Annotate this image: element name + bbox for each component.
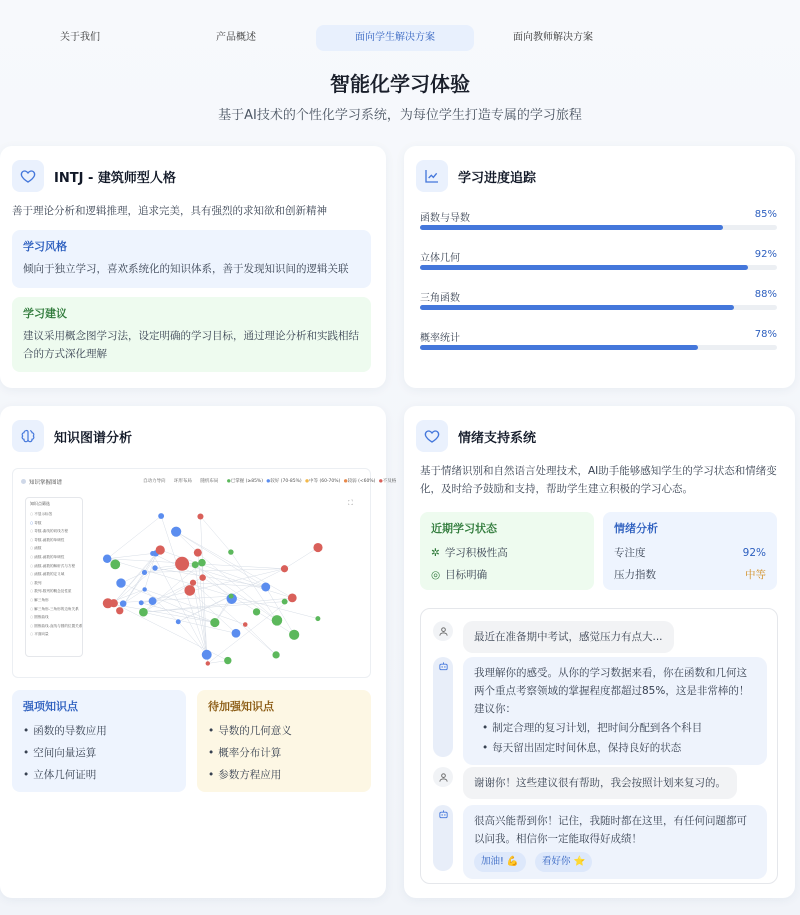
graph-node[interactable] (152, 565, 157, 570)
chat-window (420, 608, 778, 884)
graph-edge (200, 517, 230, 553)
graph-node[interactable] (192, 561, 199, 568)
graph-edge (245, 625, 276, 655)
analysis-value: 92% (742, 547, 766, 559)
progress-percent: 78% (754, 329, 777, 340)
recent-status-title: 近期学习状态 (431, 522, 497, 535)
progress-row (420, 289, 777, 304)
graph-node[interactable] (253, 608, 260, 615)
filter-option[interactable]: ○ 解三角形 (30, 597, 49, 602)
progress-bar-fill (420, 265, 748, 270)
graph-node[interactable] (103, 598, 113, 608)
weak-points-title: 待加强知识点 (208, 700, 274, 713)
graph-node[interactable] (282, 599, 288, 605)
progress-title: 学习进度追踪 (458, 170, 537, 186)
learning-advice-title: 学习建议 (23, 307, 67, 320)
filter-option[interactable]: ○ 解三角形-三角形的边角关系 (30, 606, 79, 611)
chat-bubble: 很高兴能帮到你！记住，我随时都在这里，有任何问题都可以问我。相信你一定能取得好成绩！ 加油! 💪 看好你 ⭐ (463, 805, 767, 879)
graph-edge (143, 602, 284, 613)
progress-row (420, 249, 777, 264)
chat-message-user (433, 621, 767, 647)
learning-advice-text: 建议采用概念图学习法，设定明确的学习目标，通过理论分析和实践相结合的方式深化理解 (23, 330, 359, 360)
graph-edge (208, 598, 292, 664)
graph-node[interactable] (199, 574, 205, 580)
reaction-tag[interactable]: 加油! 💪 (474, 852, 526, 872)
graph-node[interactable] (198, 559, 206, 567)
graph-node[interactable] (176, 619, 181, 624)
graph-node[interactable] (142, 587, 146, 591)
graph-node[interactable] (315, 616, 320, 621)
personality-title: INTJ - 建筑师型人格 (54, 170, 176, 186)
bot-avatar-icon (433, 805, 453, 871)
heart-icon (12, 160, 44, 192)
graph-node[interactable] (202, 650, 212, 660)
brain-icon (12, 420, 44, 452)
graph-expand-icon[interactable]: ⛶ (348, 499, 353, 507)
graph-node[interactable] (194, 549, 202, 557)
graph-node[interactable] (272, 615, 283, 626)
progress-bar-fill (420, 305, 734, 310)
weak-points-box (197, 690, 371, 792)
strong-point-item: • 空间向量运算 (23, 742, 175, 764)
strong-points-box (12, 690, 186, 792)
graph-edge (176, 532, 266, 587)
personality-description: 善于理论分析和逻辑推理，追求完美，具有强烈的求知欲和创新精神 (12, 205, 327, 217)
legend-item: 已掌握 (≥85%) (230, 479, 263, 484)
hero-subtitle: 基于AI技术的个性化学习系统，为每位学生打造专属的学习旅程 (218, 108, 582, 123)
analysis-row: 专注度 92% (614, 542, 766, 564)
graph-title: 知识掌握图谱 (21, 478, 62, 486)
graph-node[interactable] (116, 607, 123, 614)
learning-advice-box (12, 297, 371, 372)
graph-control-random[interactable]: 随机布局 (200, 479, 219, 484)
heart-icon (416, 420, 448, 452)
reaction-tag[interactable]: 看好你 ⭐ (535, 852, 592, 872)
filter-option[interactable]: ○ 导数-曲线的切线方程 (30, 529, 68, 534)
chat-message-user (433, 767, 767, 793)
graph-node[interactable] (103, 554, 111, 562)
strong-point-item: • 立体几何证明 (23, 764, 175, 786)
filter-option[interactable]: ○ 平面向量 (30, 632, 49, 637)
weak-point-item: • 参数方程应用 (208, 764, 360, 786)
hero-title: 智能化学习体验 (330, 72, 470, 96)
graph-node[interactable] (116, 578, 125, 587)
graph-node[interactable] (150, 551, 155, 556)
graph-node[interactable] (229, 594, 234, 599)
graph-node[interactable] (175, 557, 189, 571)
filter-title: 知识点筛选 (30, 501, 50, 506)
graph-node[interactable] (272, 651, 279, 658)
graph-edge (285, 548, 318, 569)
graph-node[interactable] (142, 570, 147, 575)
graph-controls: 自动力导向 环形布局 随机布局 ●已掌握 (≥85%) ●较好 (70-85%) ●中等 (60-70%) ●较弱 (<60%) ●不及格 (143, 479, 397, 484)
sparkle-icon: ✲ (431, 547, 440, 559)
filter-option[interactable]: ○ 导数-函数的单调性 (30, 537, 65, 542)
graph-node[interactable] (261, 583, 270, 592)
graph-node[interactable] (149, 597, 157, 605)
nav-tab-teachers[interactable]: 面向教师解决方案 (513, 32, 593, 43)
filter-option[interactable]: ○ 圆锥曲线 (30, 615, 49, 620)
user-avatar-icon (433, 767, 453, 787)
graph-edge (195, 565, 231, 599)
emotion-description: 基于情绪识别和自然语言处理技术，AI助手能够感知学生的学习状态和情绪变化，及时给予鼓励和支持，帮助学生建立积极的学习心态。 (420, 465, 777, 495)
filter-option[interactable]: ○ 函数-函数的定义域 (30, 572, 65, 577)
filter-option[interactable]: ○ 函数-函数的解析式与方程 (30, 563, 76, 568)
learning-style-title: 学习风格 (23, 240, 67, 253)
graph-node[interactable] (232, 629, 241, 638)
nav-tab-students[interactable]: 面向学生解决方案 (316, 25, 474, 51)
learning-style-text: 倾向于独立学习，喜欢系统化的知识体系，善于发现知识间的逻辑关联 (23, 263, 349, 275)
graph-node[interactable] (289, 630, 299, 640)
emotion-card (404, 406, 795, 898)
filter-option[interactable]: ○ 导数 (30, 520, 42, 525)
chat-bubble: 最近在准备期中考试，感觉压力有点大... (463, 621, 674, 653)
graph-node[interactable] (288, 593, 297, 602)
progress-label: 函数与导数 (420, 213, 470, 224)
recent-status-item: ◎ 目标明确 (431, 569, 488, 581)
knowledge-graph[interactable] (93, 491, 363, 673)
chat-message-bot (433, 805, 767, 873)
progress-bar-fill (420, 225, 723, 230)
nav-tab-product[interactable]: 产品概述 (216, 32, 256, 43)
graph-node[interactable] (206, 661, 210, 665)
filter-option[interactable]: ○ 函数-函数的单调性 (30, 554, 65, 559)
weak-point-item: • 概率分布计算 (208, 742, 360, 764)
filter-option[interactable]: ○ 不显示标签 (30, 512, 53, 516)
knowledge-card (0, 406, 397, 898)
recent-status-box (420, 512, 594, 590)
graph-node[interactable] (158, 513, 164, 519)
chat-bubble: 谢谢你！这些建议很有帮助，我会按照计划来复习的。 (463, 767, 737, 799)
trend-chart-icon (416, 160, 448, 192)
graph-node[interactable] (210, 618, 219, 627)
progress-label: 立体几何 (420, 253, 460, 264)
graph-logo-icon (21, 479, 26, 484)
graph-node[interactable] (184, 585, 195, 596)
graph-edge (121, 583, 215, 623)
graph-node[interactable] (110, 559, 120, 569)
progress-label: 三角函数 (420, 293, 460, 304)
chat-advice-item: • 制定合理的复习计划，把时间分配到各个科目 (482, 718, 756, 738)
graph-node[interactable] (120, 600, 127, 607)
recent-status-item: ✲ 学习积极性高 (431, 547, 508, 559)
graph-node[interactable] (313, 543, 322, 552)
legend-item: 不及格 (382, 479, 397, 484)
progress-percent: 85% (754, 209, 777, 220)
graph-node[interactable] (139, 600, 144, 605)
graph-node[interactable] (190, 580, 196, 586)
bot-avatar-icon (433, 657, 453, 757)
analysis-value: 中等 (745, 569, 766, 581)
progress-label: 概率统计 (420, 333, 460, 344)
user-avatar-icon (433, 621, 453, 641)
graph-edge (200, 517, 206, 655)
graph-node[interactable] (243, 622, 248, 627)
nav-tab-about[interactable]: 关于我们 (60, 32, 100, 43)
progress-percent: 92% (754, 249, 777, 260)
filter-option[interactable]: ○ 数列 (30, 580, 42, 585)
strong-points-title: 强项知识点 (23, 700, 78, 713)
strong-point-item: • 函数的导数应用 (23, 720, 175, 742)
personality-card (0, 146, 386, 388)
graph-edge (143, 612, 236, 633)
legend-item: 较弱 (<60%) (347, 479, 376, 484)
graph-node[interactable] (156, 545, 165, 554)
graph-edge (178, 622, 206, 655)
filter-option[interactable]: ○ 函数 (30, 546, 42, 551)
progress-row (420, 329, 777, 344)
filter-option[interactable]: ○ 圆锥曲线-直线与圆的位置关系 (30, 623, 83, 628)
knowledge-graph-panel (12, 468, 397, 678)
graph-node[interactable] (197, 513, 203, 519)
graph-node[interactable] (224, 657, 231, 664)
progress-row (420, 209, 777, 224)
graph-node[interactable] (281, 565, 288, 572)
learning-style-box (12, 230, 371, 288)
chat-message-bot (433, 657, 767, 757)
legend-item: 中等 (60-70%) (309, 479, 341, 484)
graph-node[interactable] (171, 527, 181, 537)
weak-point-item: • 导数的几何意义 (208, 720, 360, 742)
knowledge-title: 知识图谱分析 (54, 430, 133, 446)
graph-node[interactable] (228, 549, 233, 554)
graph-filter-sidebar (25, 497, 83, 657)
chat-bubble: 我理解你的感受。从你的学习数据来看，你在函数和几何这两个重点考察领域的掌握程度都超过85%，这是非常棒的！建议你： • 制定合理的复习计划，把时间分配到各个科目 • 每天留出固定时间休息，保持良好的状态 (463, 657, 767, 765)
filter-option[interactable]: ○ 数列-数列的概念及性质 (30, 589, 72, 594)
progress-card (404, 146, 795, 388)
graph-edge (161, 516, 207, 655)
graph-edge (195, 565, 277, 621)
chat-advice-item: • 每天留出固定时间休息，保持良好的状态 (482, 738, 756, 758)
graph-node[interactable] (139, 608, 148, 617)
emotion-analysis-box (603, 512, 777, 590)
graph-edge (107, 553, 152, 558)
progress-bar-fill (420, 345, 698, 350)
graph-control-force[interactable]: 自动力导向 (143, 479, 166, 484)
top-nav (0, 25, 800, 51)
graph-control-circle[interactable]: 环形布局 (173, 479, 192, 484)
legend-item: 较好 (70-85%) (270, 479, 302, 484)
target-icon: ◎ (431, 569, 441, 581)
progress-percent: 88% (754, 289, 777, 300)
emotion-title: 情绪支持系统 (458, 430, 537, 446)
emotion-analysis-title: 情绪分析 (614, 522, 658, 535)
analysis-row: 压力指数 中等 (614, 564, 766, 586)
